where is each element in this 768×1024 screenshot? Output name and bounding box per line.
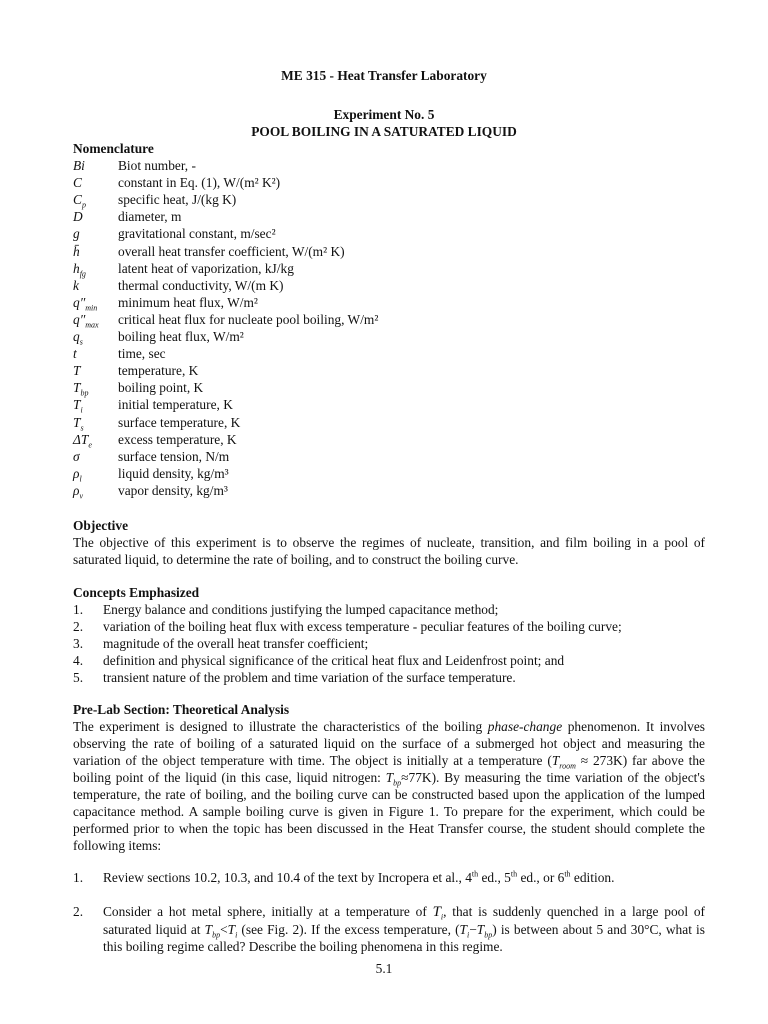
nomenclature-symbol: $h_{fg}$ bbox=[73, 260, 86, 279]
nomenclature-heading: Nomenclature bbox=[73, 141, 154, 156]
prelab-paragraph: The experiment is designed to illustrate the characteristics of the boiling phase-change phenomenon. It involves observing the rate of boiling of a saturated liquid on the surface of a submerged hot object and measuring the variation of the object temperature with time. The object is initially at a temperature $(T_{room} \approx 273K)$ far above the boiling point of the liquid (in this case, liquid nitrogen: $T_{bp}\approx 77K$). By measuring the time variation of the object's temperature, the rate of boiling, and the boiling curve can be constructed based upon the application of the lumped capacitance method. A sample boiling curve is given in Figure 1. To prepare for the experiment, which could be performed prior to when the topic has been discussed in the Heat Transfer course, the student should complete the following items: bbox=[73, 719, 705, 853]
nomenclature-description: surface tension, N/m bbox=[118, 448, 230, 464]
nomenclature-symbol: $\rho_l$ bbox=[73, 465, 82, 484]
concept-number: 4. bbox=[73, 653, 84, 668]
nomenclature-symbol: t bbox=[73, 346, 77, 362]
concept-text: magnitude of the overall heat transfer coefficient; bbox=[103, 636, 369, 651]
nomenclature-symbol: $T_{bp}$ bbox=[73, 380, 89, 398]
concepts-heading: Concepts Emphasized bbox=[73, 585, 200, 600]
nomenclature-description: temperature, K bbox=[118, 363, 199, 379]
nomenclature-description: time, sec bbox=[118, 346, 166, 362]
concept-text: definition and physical significance of the critical heat flux and Leidenfrost point; and bbox=[103, 653, 565, 668]
nomenclature-symbol: h̄ bbox=[73, 243, 80, 259]
nomenclature-description: specific heat, J/(kg K) bbox=[118, 192, 237, 208]
objective-heading: Objective bbox=[73, 518, 129, 533]
nomenclature-description: initial temperature, K bbox=[118, 397, 233, 413]
course-title: ME 315 - Heat Transfer Laboratory bbox=[281, 68, 487, 83]
nomenclature-description: minimum heat flux, W/m² bbox=[118, 294, 258, 310]
nomenclature-symbol: $T_i$ bbox=[73, 397, 83, 416]
page-number: 5.1 bbox=[375, 961, 393, 976]
nomenclature-symbol: $T_s$ bbox=[73, 414, 84, 433]
concept-number: 5. bbox=[73, 670, 84, 685]
nomenclature-description: gravitational constant, m/sec² bbox=[118, 226, 276, 242]
nomenclature-symbol: D bbox=[73, 209, 83, 225]
nomenclature-symbol: $\Delta T_e$ bbox=[73, 431, 92, 450]
concept-text: Energy balance and conditions justifying the lumped capacitance method; bbox=[103, 602, 499, 617]
nomenclature-description: critical heat flux for nucleate pool boiling, W/m² bbox=[118, 311, 379, 327]
document-page: ME 315 - Heat Transfer Laboratory Experiment No. 5 POOL BOILING IN A SATURATED LIQUID Nomenclature Bi Biot number, - C constant in Eq. (1), W/(m² K²) $C_p$ specific heat, J/(kg K) D diameter, m g gravitational constant, m/sec² h̄ overall heat transfer coefficient, W/(m² K) $h_{fg}$ latent heat of vaporization, kJ/kg k thermal conductivity, W/(m K) $q''_{min}$ minimum heat flux, W/m² $q''_{max}$ critical heat flux for nucleate pool boiling, W/m² $q_s$ boiling heat flux, W/m² t time, sec T temperature, K $T_{bp}$ boiling point, K $T_i$ initial temperature, K $T_s$ surface temperature, K $\Delta T_e$ excess temperature, K σ surface tension, N/m $\rho_l$ liquid density, kg/m³ $\rho_v$ vapor density, kg/m³ Objective The objective of this experiment is to observe the regimes of nucleate, transition, and film boiling in a pool of saturated liquid, to determine the rate of boiling, and to construct the boiling curve. Concepts Emphasized 1. Energy balance and conditions justifying the lumped capacitance method; 2. variation of the boiling heat flux with excess temperature - peculiar features of the boiling curve; 3. magnitude of the overall heat transfer coefficient; 4. definition and physical significance of the critical heat flux and Leidenfrost point; and 5. transient nature of the problem and time variation of the surface temperature. Pre-Lab Section: Theoretical Analysis The experiment is designed to illustrate the characteristics of the boiling phase-change phenomenon. It involves observing the rate of boiling of a saturated liquid on the surface of a submerged hot object and measuring the variation of the object temperature with time. The object is initially at a temperature $(T_{room} \approx 273K)$ far above the boiling point of the liquid (in this case, liquid nitrogen: $T_{bp}\approx 77K$). By measuring the time variation of the object's temperature, the rate of boiling, and the boiling curve can be constructed based upon the application of the lumped capacitance method. A sample boiling curve is given in Figure 1. To prepare for the experiment, which could be performed prior to when the topic has been discussed in the Heat Transfer course, the student should complete the following items: 1. Review sections 10.2, 10.3, and 10.4 of the text by Incropera et al., 4th ed., 5th ed., or 6th edition. 2. Consider a hot metal sphere, initially at a temperature of $T_i$, that is suddenly quenched in a large pool of saturated liquid at $T_{bp}<T_i$ (see Fig. 2). If the excess temperature, $(T_i-T_{bp})$ is between about 5 and 30°C, what is this boiling regime called? Describe the boiling phenomena in this regime. 5.1 bbox=[0, 0, 768, 1024]
experiment-title: POOL BOILING IN A SATURATED LIQUID bbox=[251, 124, 517, 139]
nomenclature-description: vapor density, kg/m³ bbox=[118, 482, 228, 498]
nomenclature-description: boiling point, K bbox=[118, 380, 204, 396]
nomenclature-symbol: $q_s$ bbox=[73, 329, 83, 347]
nomenclature-symbol: $C_p$ bbox=[73, 192, 86, 210]
nomenclature-description: excess temperature, K bbox=[118, 431, 237, 447]
nomenclature-symbol: C bbox=[73, 175, 82, 191]
prelab-heading: Pre-Lab Section: Theoretical Analysis bbox=[73, 702, 290, 717]
nomenclature-description: latent heat of vaporization, kJ/kg bbox=[118, 260, 294, 276]
nomenclature-description: surface temperature, K bbox=[118, 414, 241, 430]
nomenclature-symbol: σ bbox=[73, 448, 80, 464]
nomenclature-description: overall heat transfer coefficient, W/(m² K) bbox=[118, 243, 345, 259]
nomenclature-description: diameter, m bbox=[118, 209, 182, 225]
concept-text: variation of the boiling heat flux with excess temperature - peculiar features of the boiling curve; bbox=[103, 619, 622, 634]
experiment-number: Experiment No. 5 bbox=[333, 107, 435, 122]
nomenclature-symbol: g bbox=[73, 226, 80, 242]
concept-number: 2. bbox=[73, 619, 84, 634]
nomenclature-symbol: T bbox=[73, 363, 81, 379]
concept-number: 1. bbox=[73, 602, 84, 617]
nomenclature-description: liquid density, kg/m³ bbox=[118, 465, 229, 481]
concept-text: transient nature of the problem and time variation of the surface temperature. bbox=[103, 670, 516, 685]
nomenclature-symbol: k bbox=[73, 277, 79, 293]
nomenclature-symbol: $\rho_v$ bbox=[73, 482, 83, 501]
nomenclature-symbol: $q''_{min}$ bbox=[73, 294, 98, 313]
nomenclature-description: thermal conductivity, W/(m K) bbox=[118, 277, 284, 293]
nomenclature-description: boiling heat flux, W/m² bbox=[118, 329, 244, 344]
nomenclature-symbol: Bi bbox=[73, 158, 85, 173]
nomenclature-description: Biot number, - bbox=[118, 158, 196, 173]
objective-text: The objective of this experiment is to observe the regimes of nucleate, transition, and film boiling in a pool of saturated liquid, to determine the rate of boiling, and to construct the boiling curve. bbox=[73, 535, 705, 567]
concept-number: 3. bbox=[73, 636, 84, 651]
nomenclature-symbol: $q''_{max}$ bbox=[73, 311, 99, 330]
nomenclature-description: constant in Eq. (1), W/(m² K²) bbox=[118, 175, 281, 191]
